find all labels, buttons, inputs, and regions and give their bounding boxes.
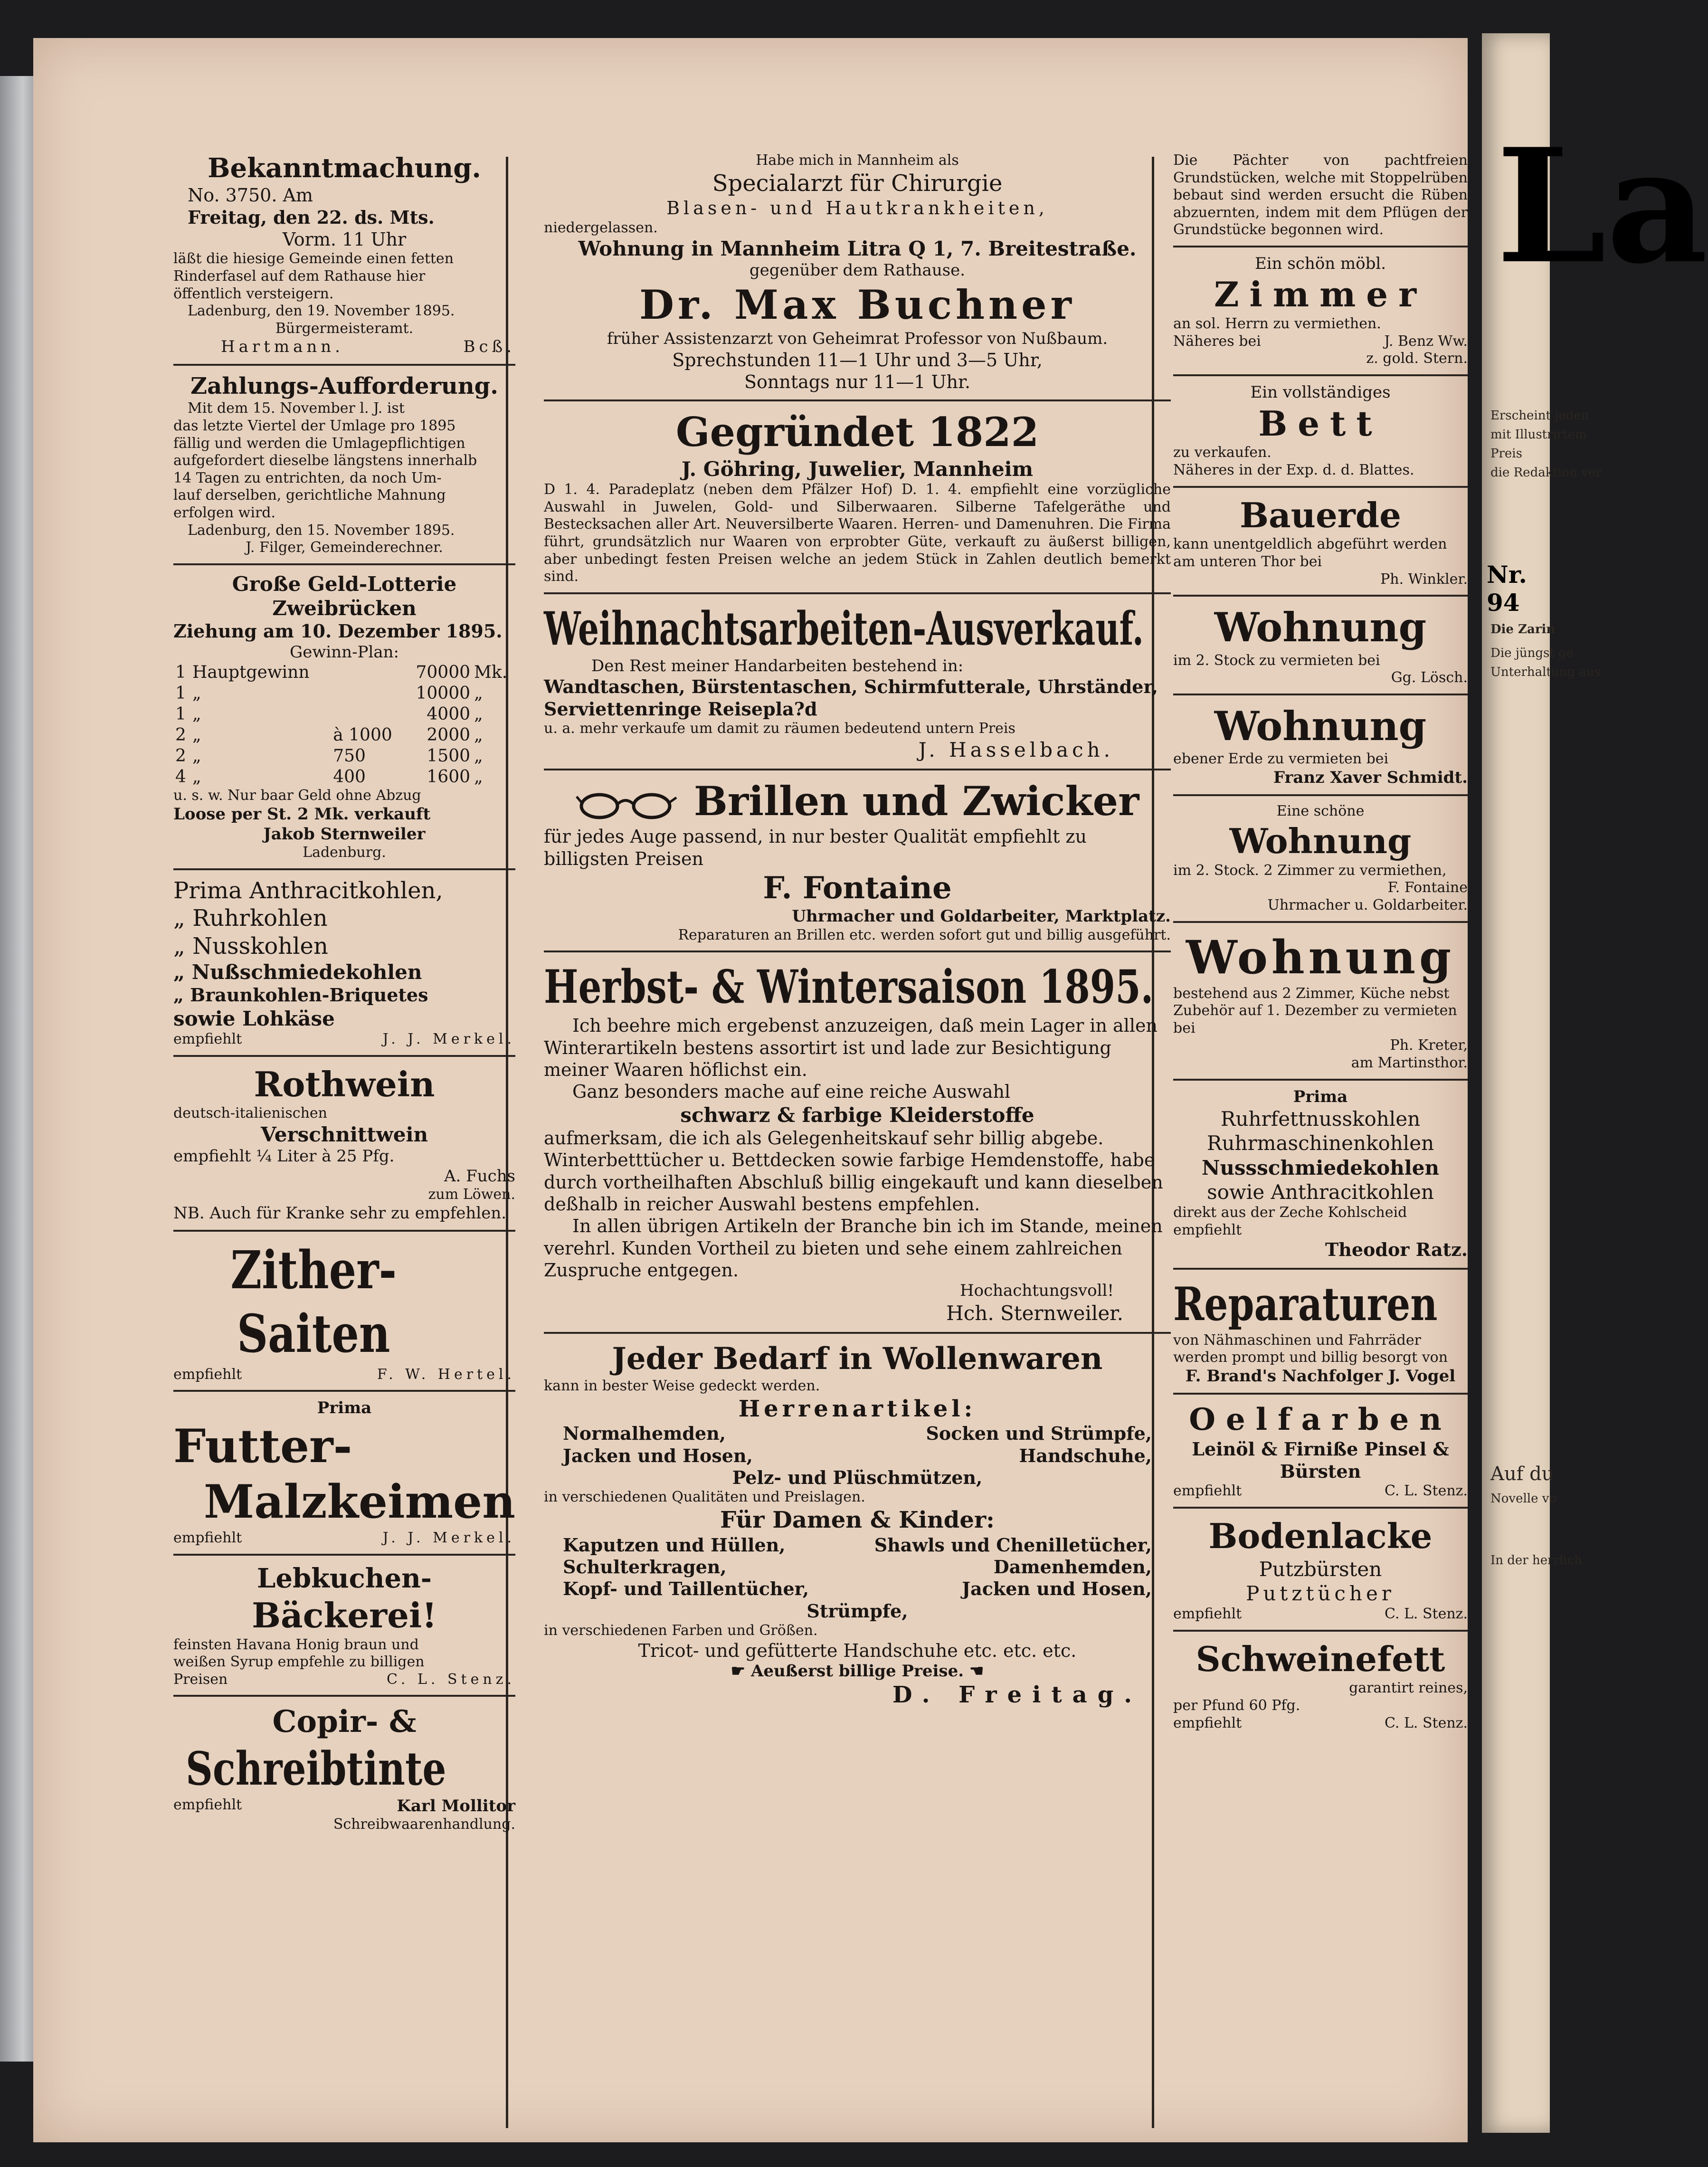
ad-ruhrkohlen <box>1173 1087 1468 1261</box>
ad-line: Den Rest meiner Handarbeiten bestehend in: <box>591 656 964 675</box>
column-right <box>1173 152 1468 1732</box>
ad-line: Ziehung am 10. Dezember 1895. <box>173 620 503 642</box>
ad-line: in verschiedenen Farben und Größen. <box>544 1622 818 1639</box>
ad-line: u. s. w. Nur baar Geld ohne Abzug <box>173 787 421 804</box>
text-fragment: Erscheint jeden <box>1490 409 1589 423</box>
eyeglasses-icon <box>576 788 680 821</box>
ad-line: Kaputzen und Hüllen, <box>563 1534 786 1556</box>
divider <box>1173 1079 1468 1081</box>
prize-table <box>173 662 515 787</box>
adjacent-page <box>1482 33 1708 2133</box>
ad-line: „ Braunkohlen-Briquetes <box>173 984 428 1006</box>
ad-reparaturen <box>1173 1276 1468 1387</box>
ad-signature: Karl Mollitor <box>397 1796 515 1815</box>
issue-number: Nr. 94 <box>1487 561 1527 617</box>
divider <box>173 1230 515 1232</box>
ad-line: Specialarzt für Chirurgie <box>712 170 1003 197</box>
ad-line: z. gold. Stern. <box>1366 350 1468 367</box>
ad-line: „ Nußschmiedekohlen <box>173 960 422 984</box>
ad-title: Copir- & <box>272 1704 417 1740</box>
ad-signature: Theodor Ratz. <box>1325 1239 1468 1261</box>
ad-line: Ein vollständiges <box>1250 383 1391 402</box>
ad-line: schwarz & farbige Kleiderstoffe <box>680 1103 1034 1127</box>
ad-signature: C. L. Stenz. <box>1385 1606 1468 1623</box>
ad-goehring <box>544 408 1171 585</box>
ad-title: Bäckerei! <box>252 1595 437 1635</box>
ad-tinte <box>173 1703 515 1833</box>
table-row: 4 „ 400 1600 „ <box>175 767 483 787</box>
ad-title: Schweinefett <box>1196 1638 1445 1679</box>
ad-line: Uhrmacher und Goldarbeiter, Marktplatz. <box>792 907 1171 926</box>
ad-title: Zweibrücken <box>272 596 417 620</box>
ad-line: lauf derselben, gerichtliche Mahnung <box>173 487 446 504</box>
ad-oelfarben <box>1173 1401 1468 1500</box>
ad-signature: Ph. Kreter, <box>1390 1037 1468 1054</box>
ad-title: Wohnung <box>1214 702 1427 750</box>
ad-body: Ich beehre mich ergebenst anzuzeigen, daß mein Lager in allen Winterartikeln bestens assortirt ist und lade zur Besichtigung meiner Waaren höflichst ein. <box>544 1015 1158 1080</box>
ad-signature: J. J. Merkel. <box>382 1529 515 1546</box>
ad-line: Bürgermeisteramt. <box>275 320 414 337</box>
ad-line: Vorm. 11 Uhr <box>282 229 407 250</box>
ad-body: D 1. 4. Paradeplatz (neben dem Pfälzer Hof) D. 1. 4. empfiehlt eine vorzügliche Auswahl in Juwelen, Gold- und Silberwaaren. Silberne Tafelgeräthe und Bestecksachen aller Art. Neuversilberte Waaren. Herren- und Damenuhren. Die Firma führt, grundsätzlich nur Waaren von erprobter Güte, verkauft zu äußerst billigen, aber unbedingt festen Preisen welche an jedem Stück in Zahlen deutlich bemerkt sind. <box>544 481 1171 585</box>
ad-line: Normalhemden, <box>563 1423 726 1445</box>
ad-rothwein <box>173 1064 515 1224</box>
ad-title: Zahlungs-Aufforderung. <box>190 372 498 399</box>
ad-line: am Martinsthor. <box>1351 1055 1468 1072</box>
ad-signature: C. L. Stenz. <box>1385 1483 1468 1500</box>
ad-line: kann unentgeldlich abgeführt werden am unteren Thor bei <box>1173 536 1447 570</box>
ad-subtitle: Für Damen & Kinder: <box>720 1507 995 1534</box>
ad-title: Futter- <box>173 1419 352 1473</box>
divider <box>1173 1507 1468 1509</box>
ad-zahlung <box>173 372 515 557</box>
ad-line: Gewinn-Plan: <box>290 642 399 662</box>
divider <box>1173 374 1468 376</box>
ad-line: direkt aus der Zeche Kohlscheid empfiehlt <box>1173 1204 1407 1238</box>
divider <box>173 868 515 870</box>
ad-title: Bett <box>1258 403 1383 444</box>
ad-kohlen <box>173 877 515 1048</box>
ad-body: von Nähmaschinen und Fahrräder werden prompt und billig besorgt von <box>1173 1331 1448 1366</box>
divider <box>173 563 515 565</box>
ad-title: Gegründet 1822 <box>675 409 1039 456</box>
ad-title: Herbst- & Wintersaison 1895. <box>544 960 1154 1014</box>
text-fragment: Preis <box>1490 447 1522 461</box>
ad-title: Lebkuchen- <box>256 1562 432 1594</box>
ad-line: Sonntags nur 11—1 Uhr. <box>744 371 971 393</box>
ad-line: Wandtaschen, Bürstentaschen, Schirmfutterale, Uhrständer, Serviettenringe Reisepla?d <box>544 676 1158 720</box>
divider <box>1173 921 1468 923</box>
ad-line: im 2. Stock. 2 Zimmer zu vermiethen, <box>1173 862 1447 879</box>
divider <box>173 1390 515 1392</box>
ad-line: Jacken und Hosen, <box>563 1445 753 1466</box>
ad-line: gegenüber dem Rathause. <box>749 261 966 280</box>
ad-line: in verschiedenen Qualitäten und Preislagen. <box>544 1489 865 1506</box>
ad-signature: D. Freitag. <box>892 1682 1142 1709</box>
ad-wohnung-1 <box>1173 603 1468 687</box>
divider <box>544 950 1171 952</box>
ad-line: Pelz- und Plüschmützen, <box>732 1467 983 1489</box>
ad-signature: C. L. Stenz. <box>387 1671 515 1688</box>
ad-line: Sprechstunden 11—1 Uhr und 3—5 Uhr, <box>672 349 1043 371</box>
ad-futter <box>173 1398 515 1547</box>
ad-signature: J. Filger, Gemeinderechner. <box>246 539 443 556</box>
divider <box>1173 1268 1468 1270</box>
ad-line: erfolgen wird. <box>173 504 276 521</box>
divider <box>544 592 1171 594</box>
divider <box>173 1055 515 1057</box>
ad-line: empfiehlt <box>173 1796 242 1813</box>
ad-body: Die Pächter von pachtfreien Grundstücken, welche mit Stoppelrüben bebaut sind werden ersucht die Rüben abzuernten, indem mit dem Pflügen der Grundstücke begonnen wird. <box>1173 152 1468 238</box>
ad-body: für jedes Auge passend, in nur bester Qualität empfiehlt zu billigsten Preisen <box>544 826 1087 869</box>
ad-wolle <box>544 1340 1171 1709</box>
ad-title: Bekanntmachung. <box>208 152 481 184</box>
ad-brillen <box>544 777 1171 944</box>
column-middle <box>544 152 1171 1709</box>
ad-line: Ein schön möbl. <box>1254 254 1386 273</box>
ad-title: Oelfarben <box>1189 1402 1452 1438</box>
ad-body: Ganz besonders mache auf eine reiche Auswahl <box>572 1081 1011 1103</box>
divider <box>1173 794 1468 796</box>
ad-bekanntmachung <box>173 152 515 357</box>
ad-paechter <box>1173 152 1468 239</box>
ad-line: Handschuhe, <box>1019 1445 1152 1466</box>
ad-line: Ladenburg. <box>303 844 386 861</box>
ad-line: Damenhemden, <box>993 1556 1152 1578</box>
ad-body: In allen übrigen Artikeln der Branche bin ich im Stande, meinen verehrl. Kunden Vortheil zu bieten und sehe einem zahlreichen Zuspruche entgegen. <box>544 1216 1163 1281</box>
text-fragment: Auf du <box>1490 1463 1554 1485</box>
ad-line: niedergelassen. <box>544 219 658 236</box>
ad-line: Reparaturen an Brillen etc. werden sofort gut und billig ausgeführt. <box>678 926 1171 943</box>
ad-line: empfiehlt ¼ Liter à 25 Pfg. <box>173 1147 395 1166</box>
ad-line: 14 Tagen zu entrichten, da noch Um- <box>173 469 442 486</box>
ad-line: Mit dem 15. November l. J. ist <box>188 400 405 417</box>
ad-signature: C. L. Stenz. <box>1385 1714 1468 1731</box>
divider <box>173 364 515 366</box>
ad-line: Prima <box>317 1398 372 1418</box>
ad-line: Putztücher <box>1246 1581 1395 1605</box>
ad-line: Aeußerst billige Preise. <box>750 1662 964 1681</box>
ad-line: u. a. mehr verkaufe um damit zu räumen bedeutend untern Preis <box>544 720 1015 737</box>
table-row: 2 „ à 1000 2000 „ <box>175 725 483 745</box>
divider <box>1173 1393 1468 1395</box>
table-row: 1 „ 10000 „ <box>175 683 483 703</box>
text-fragment: In der herrlich <box>1490 1553 1582 1568</box>
ad-line: Shawls und Chenilletücher, <box>874 1534 1152 1556</box>
table-row: 1 Hauptgewinn 70000 Mk. <box>175 663 508 683</box>
column-left <box>173 152 515 1834</box>
text-fragment: Unterhaltung aus <box>1490 665 1601 679</box>
ad-signature: Hch. Sternweiler. <box>946 1301 1123 1325</box>
ad-line: weißen Syrup empfehle zu billigen <box>173 1654 425 1671</box>
ad-bauerde <box>1173 494 1468 589</box>
ad-line: Näheres bei <box>1173 333 1261 350</box>
ad-title: Wohnung <box>1214 604 1427 651</box>
ad-line: Prima Anthracitkohlen, <box>173 877 443 904</box>
divider <box>1173 246 1468 247</box>
ad-schweinefett <box>1173 1638 1468 1732</box>
ad-weihnacht <box>544 601 1171 762</box>
ad-line: Eine schöne <box>1276 803 1365 820</box>
ad-signature: Hartmann. <box>221 337 344 357</box>
ad-line: feinsten Havana Honig braun und <box>173 1636 419 1653</box>
pointing-hand-icon: ☚ <box>969 1662 984 1681</box>
ad-line: per Pfund 60 Pfg. <box>1173 1697 1300 1714</box>
ad-title: Weihnachtsarbeiten-Ausverkauf. <box>544 601 1144 656</box>
ad-line: Ruhrmaschinenkohlen <box>1206 1131 1434 1155</box>
text-fragment: Novelle vo <box>1490 1492 1557 1506</box>
ad-line: läßt die hiesige Gemeinde einen fetten <box>173 250 454 267</box>
ad-line: Verschnittwein <box>261 1123 428 1147</box>
ad-line: früher Assistenzarzt von Geheimrat Professor von Nußbaum. <box>607 329 1108 349</box>
ad-line: Tricot- und gefütterte Handschuhe etc. etc. etc. <box>638 1640 1077 1661</box>
divider <box>1173 694 1468 695</box>
ad-bodenlacke <box>1173 1515 1468 1623</box>
divider <box>544 399 1171 401</box>
ad-line: das letzte Viertel der Umlage pro 1895 <box>173 417 456 434</box>
ad-signature: J. Benz Ww. <box>1384 333 1468 350</box>
ad-line: Blasen- und Hautkrankheiten, <box>666 198 1048 219</box>
ad-line: zu verkaufen. <box>1173 444 1272 461</box>
ad-title: Brillen und Zwicker <box>693 777 1139 825</box>
ad-line: Putzbürsten <box>1259 1557 1382 1581</box>
ad-line: Preisen <box>173 1671 228 1688</box>
ad-lotterie <box>173 572 515 862</box>
ad-line: empfiehlt <box>1173 1714 1242 1731</box>
ad-line: an sol. Herrn zu vermiethen. <box>1173 315 1381 333</box>
ad-zimmer <box>1173 254 1468 368</box>
divider <box>173 1695 515 1697</box>
text-fragment: Die Zarin <box>1490 622 1556 637</box>
ad-line: sowie Anthracitkohlen <box>1207 1180 1434 1204</box>
ad-line: Socken und Strümpfe, <box>926 1423 1152 1445</box>
ad-title: Bodenlacke <box>1208 1515 1433 1556</box>
ad-signature: F. Fontaine <box>1387 879 1468 896</box>
table-row: 1 „ 4000 „ <box>175 704 483 724</box>
text-fragment: mit Illustrirtem <box>1490 428 1587 442</box>
ad-line: Prima <box>1293 1087 1348 1106</box>
divider <box>544 769 1171 770</box>
ad-title: Bauerde <box>1240 494 1401 535</box>
ad-line: Rinderfasel auf dem Rathause hier <box>173 267 426 285</box>
ad-title: Zither-Saiten <box>230 1239 397 1365</box>
ad-line: empfiehlt <box>173 1031 242 1048</box>
text-fragment: Die jüngst ge <box>1490 646 1574 660</box>
ad-line: bestehend aus 2 Zimmer, Küche nebst Zubehör auf 1. Dezember zu vermieten bei <box>1173 985 1457 1036</box>
ad-signature-right: Bcß. <box>463 337 515 357</box>
ad-line: empfiehlt <box>1173 1606 1242 1623</box>
ad-wohnung-3 <box>1173 803 1468 914</box>
ad-signature: A. Fuchs <box>444 1166 515 1186</box>
ad-title: Dr. Max Buchner <box>639 281 1075 328</box>
ad-signature: Gg. Lösch. <box>1391 669 1468 686</box>
ad-herbst <box>544 959 1171 1325</box>
ad-line: Nussschmiedekohlen <box>1201 1156 1440 1179</box>
ad-line: Ruhrfettnusskohlen <box>1220 1107 1421 1131</box>
ad-line: öffentlich versteigern. <box>173 285 334 302</box>
ad-signature: J. J. Merkel. <box>382 1031 515 1048</box>
ad-line: empfiehlt <box>1173 1483 1242 1500</box>
ad-wohnung-2 <box>1173 702 1468 788</box>
ad-line: empfiehlt <box>173 1529 242 1546</box>
ad-line: zum Löwen. <box>428 1186 515 1203</box>
ad-buchner <box>544 152 1171 393</box>
ad-line: ebener Erde zu vermieten bei <box>1173 751 1389 768</box>
ad-line: Freitag, den 22. ds. Mts. <box>188 206 435 228</box>
ad-line: „ Ruhrkohlen <box>173 905 328 932</box>
ad-lebkuchen <box>173 1562 515 1689</box>
ad-line: J. Göhring, Juwelier, Mannheim <box>681 457 1034 481</box>
ad-line: Ladenburg, den 19. November 1895. <box>188 303 455 320</box>
ad-title: Große Geld-Lotterie <box>232 572 457 596</box>
ad-line: fällig und werden die Umlagepflichtigen <box>173 435 465 452</box>
ad-line: Näheres in der Exp. d. d. Blattes. <box>1173 461 1414 478</box>
pointing-hand-icon: ☛ <box>731 1662 746 1681</box>
ad-line: deutsch-italienischen <box>173 1105 327 1122</box>
ad-signature: J. Hasselbach. <box>918 738 1114 761</box>
ad-bett <box>1173 383 1468 479</box>
ad-wohnung-4 <box>1173 930 1468 1072</box>
text-fragment: die Redaktion ver <box>1490 466 1602 480</box>
ad-line: Jacken und Hosen, <box>962 1578 1152 1600</box>
divider <box>1173 1630 1468 1632</box>
ad-title: Wohnung <box>1229 820 1412 861</box>
ad-line: garantirt reines, <box>1349 1680 1468 1697</box>
ad-signature: Franz Xaver Schmidt. <box>1273 768 1468 787</box>
ad-title: Jeder Bedarf in Wollenwaren <box>612 1341 1103 1377</box>
divider <box>1173 595 1468 597</box>
ad-signature: Ph. Winkler. <box>1380 570 1468 588</box>
ad-line: kann in bester Weise gedeckt werden. <box>544 1378 820 1395</box>
book-edge <box>0 76 38 2062</box>
ad-line: Leinöl & Firniße Pinsel & <box>1192 1438 1449 1460</box>
divider <box>544 1332 1171 1334</box>
ad-line: Strümpfe, <box>807 1600 908 1622</box>
ad-signature: F. W. Hertel. <box>377 1366 515 1383</box>
ad-line: Hochachtungsvoll! <box>959 1281 1114 1301</box>
ad-line: No. 3750. Am <box>188 185 313 206</box>
ad-title: F. Fontaine <box>763 870 952 906</box>
ad-line: Kopf- und Taillentücher, <box>563 1578 809 1600</box>
newspaper-page <box>33 38 1468 2142</box>
divider <box>1173 486 1468 488</box>
ad-line: Schulterkragen, <box>563 1556 727 1578</box>
ad-title: Wohnung <box>1186 930 1455 984</box>
ad-line: „ Nusskohlen <box>173 932 328 960</box>
ad-line: Ladenburg, den 15. November 1895. <box>188 522 455 539</box>
ad-signature: F. Brand's Nachfolger J. Vogel <box>1185 1366 1456 1386</box>
ad-line: empfiehlt <box>173 1366 242 1383</box>
ad-title: Malzkeimen <box>204 1474 515 1529</box>
ad-signature: Jakob Sternweiler <box>263 824 426 844</box>
ad-line: im 2. Stock zu vermieten bei <box>1173 652 1380 669</box>
ad-title: Reparaturen <box>1173 1277 1438 1331</box>
ad-zither <box>173 1238 515 1383</box>
ad-title: Schreibtinte <box>185 1741 446 1796</box>
ad-line: sowie Lohkäse <box>173 1007 335 1030</box>
ad-line: Wohnung in Mannheim Litra Q 1, 7. Breitestraße. <box>578 237 1137 261</box>
ad-title: Zimmer <box>1214 274 1427 315</box>
ad-body: aufmerksam, die ich als Gelegenheitskauf sehr billig abgebe. Winterbetttücher u. Bettdecken sowie farbige Hemdenstoffe, habe durch vortheilhaften Abschluß billig eingekauft und kann dieselben deßhalb in reicher Auswahl bestens empfehlen. <box>544 1127 1163 1215</box>
ad-title: Rothwein <box>254 1064 435 1104</box>
ad-line: Uhrmacher u. Goldarbeiter. <box>1267 896 1468 913</box>
ad-line: Bürsten <box>1280 1460 1361 1482</box>
ad-line: aufgefordert dieselbe längstens innerhalb <box>173 452 477 469</box>
ad-line: Habe mich in Mannheim als <box>756 152 959 169</box>
table-row: 2 „ 750 1500 „ <box>175 746 483 766</box>
ad-subtitle: Herrenartikel: <box>738 1395 977 1422</box>
divider <box>173 1554 515 1556</box>
ad-line: Loose per St. 2 Mk. verkauft <box>173 805 431 824</box>
masthead-fragment: La <box>1496 114 1708 298</box>
ad-line: NB. Auch für Kranke sehr zu empfehlen. <box>173 1203 507 1223</box>
ad-line: Schreibwaarenhandlung. <box>333 1816 515 1833</box>
